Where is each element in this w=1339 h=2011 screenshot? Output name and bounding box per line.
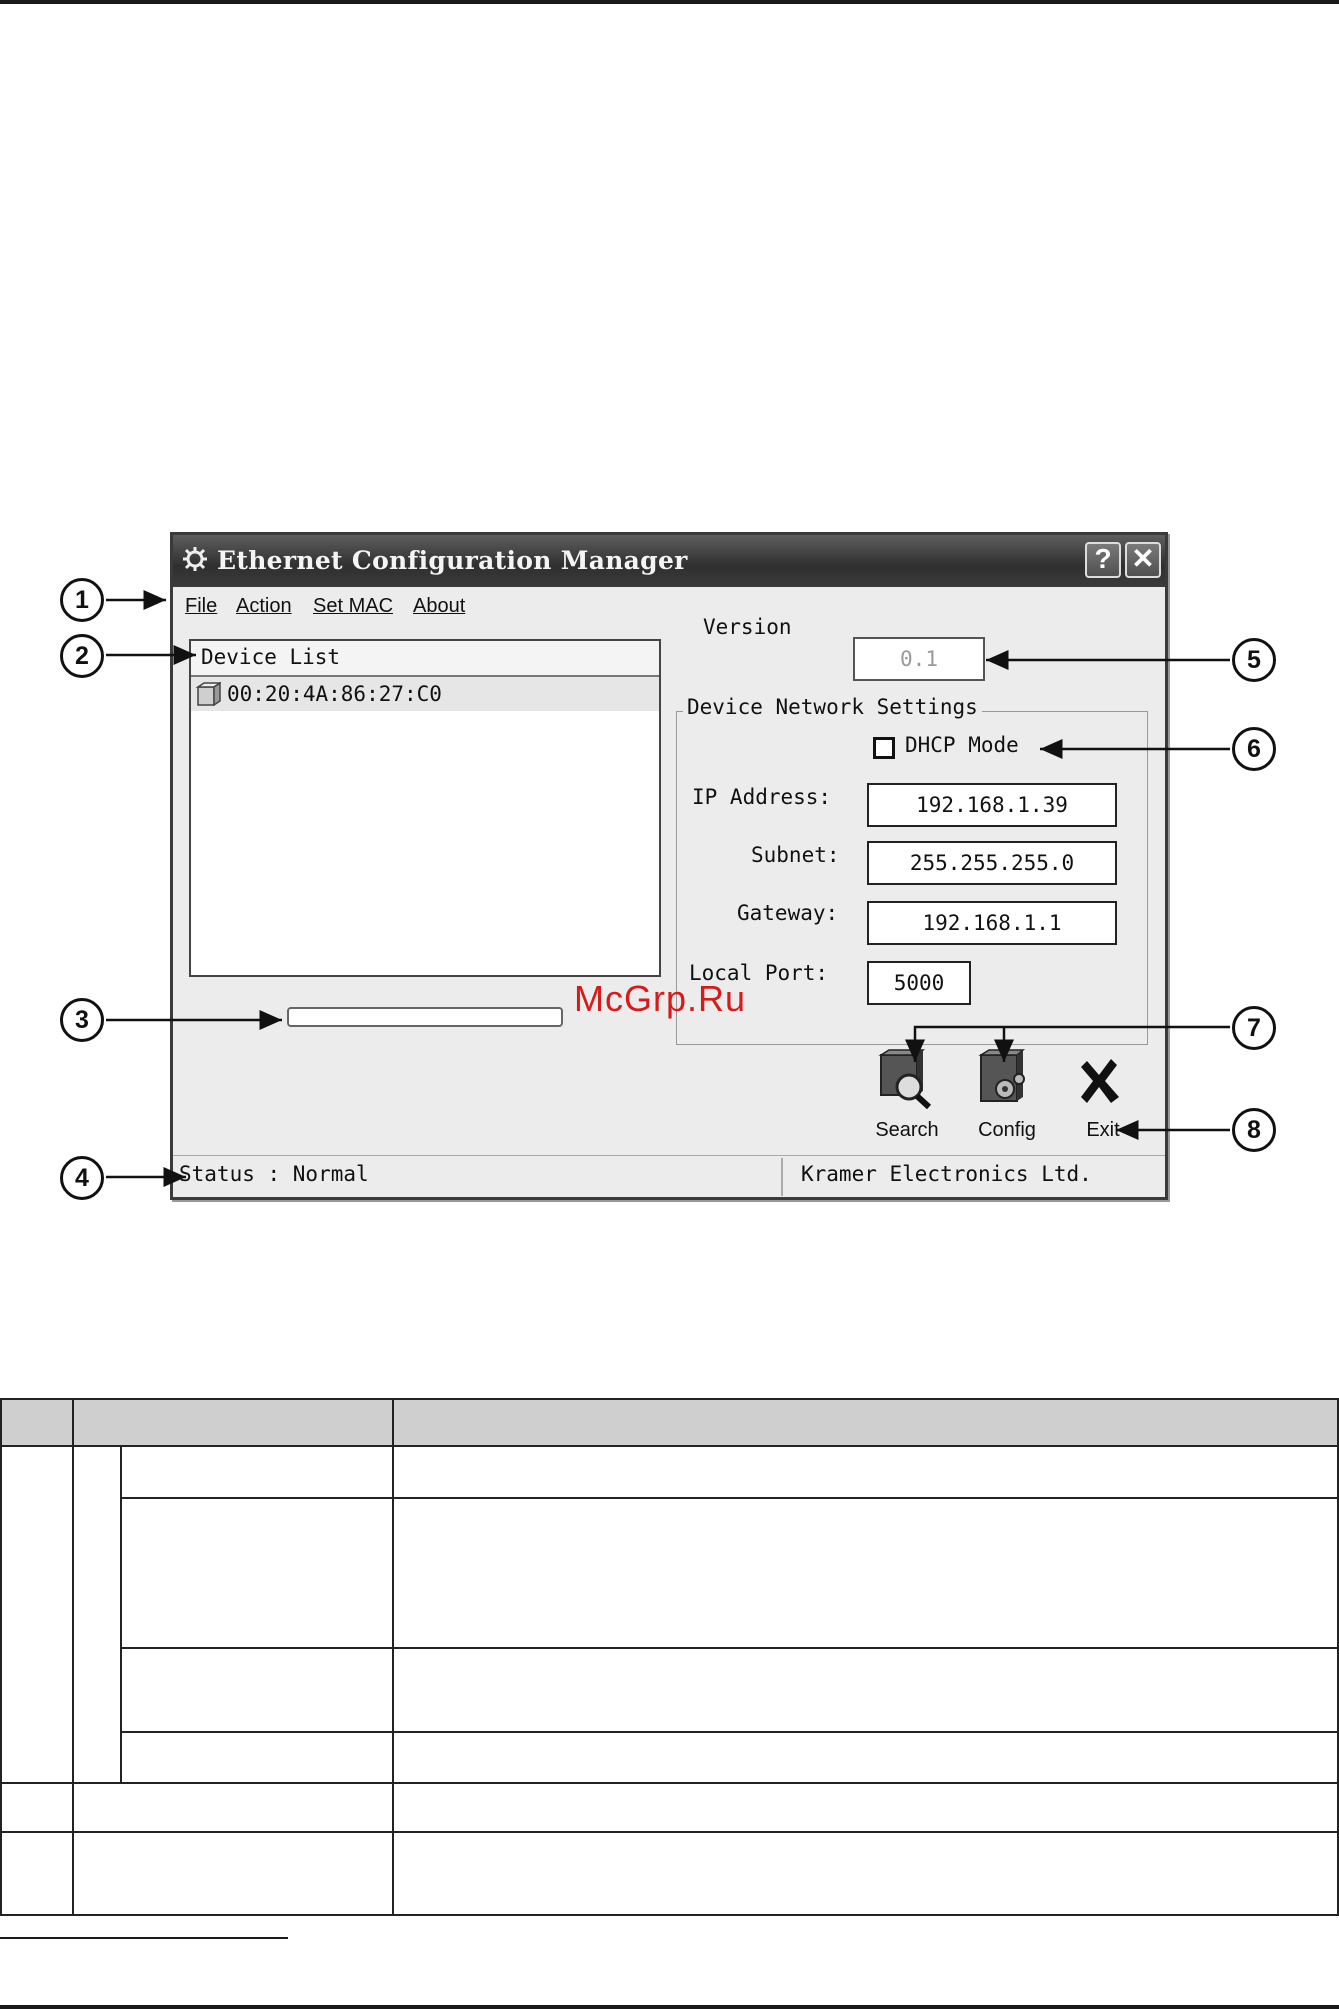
callout-7: 7 xyxy=(1232,1006,1276,1050)
menu-action[interactable]: Action xyxy=(236,595,292,617)
window-title: Ethernet Configuration Manager xyxy=(217,546,688,575)
callout-2: 2 xyxy=(60,634,104,678)
callout-5: 5 xyxy=(1232,638,1276,682)
subnet-field[interactable]: 255.255.255.0 xyxy=(867,841,1117,885)
callout-8: 8 xyxy=(1232,1108,1276,1152)
help-button[interactable]: ? xyxy=(1085,542,1121,578)
callout-1: 1 xyxy=(60,578,104,622)
table-body xyxy=(0,1445,1339,1916)
company-text: Kramer Electronics Ltd. xyxy=(801,1162,1092,1186)
menu-about[interactable]: About xyxy=(413,595,466,617)
ip-address-label: IP Address: xyxy=(692,785,832,809)
device-list-header: Device List xyxy=(191,641,659,677)
bottom-rule xyxy=(0,2005,1339,2009)
table-header-row xyxy=(0,1398,1339,1447)
status-text: Status : Normal xyxy=(179,1162,369,1186)
table-row-line xyxy=(0,1831,1339,1833)
subnet-label: Subnet: xyxy=(751,843,840,867)
version-label: Version xyxy=(703,615,792,639)
table-row-line xyxy=(120,1731,1339,1733)
callout-6: 6 xyxy=(1232,727,1276,771)
dhcp-label: DHCP Mode xyxy=(905,733,1019,757)
callout-4: 4 xyxy=(60,1156,104,1200)
local-port-field[interactable]: 5000 xyxy=(867,961,971,1005)
search-label: Search xyxy=(875,1119,939,1141)
menu-set-mac[interactable]: Set MAC xyxy=(313,595,394,617)
local-port-label: Local Port: xyxy=(689,961,829,985)
table-row-line xyxy=(120,1497,1339,1499)
device-mac: 00:20:4A:86:27:C0 xyxy=(227,682,442,706)
watermark: McGrp.Ru xyxy=(574,978,747,1019)
network-settings-title: Device Network Settings xyxy=(683,695,982,719)
callout-3: 3 xyxy=(60,998,104,1042)
ip-address-field[interactable]: 192.168.1.39 xyxy=(867,783,1117,827)
config-label: Config xyxy=(978,1119,1036,1141)
gateway-field[interactable]: 192.168.1.1 xyxy=(867,901,1117,945)
exit-label: Exit xyxy=(1086,1119,1120,1141)
close-button[interactable]: ✕ xyxy=(1125,542,1161,578)
gateway-label: Gateway: xyxy=(737,901,839,925)
menu-file[interactable]: File xyxy=(185,595,218,617)
table-row-line xyxy=(120,1647,1339,1649)
version-field: 0.1 xyxy=(853,637,985,681)
footnote-rule xyxy=(0,1937,288,1939)
table-row-line xyxy=(0,1782,1339,1784)
